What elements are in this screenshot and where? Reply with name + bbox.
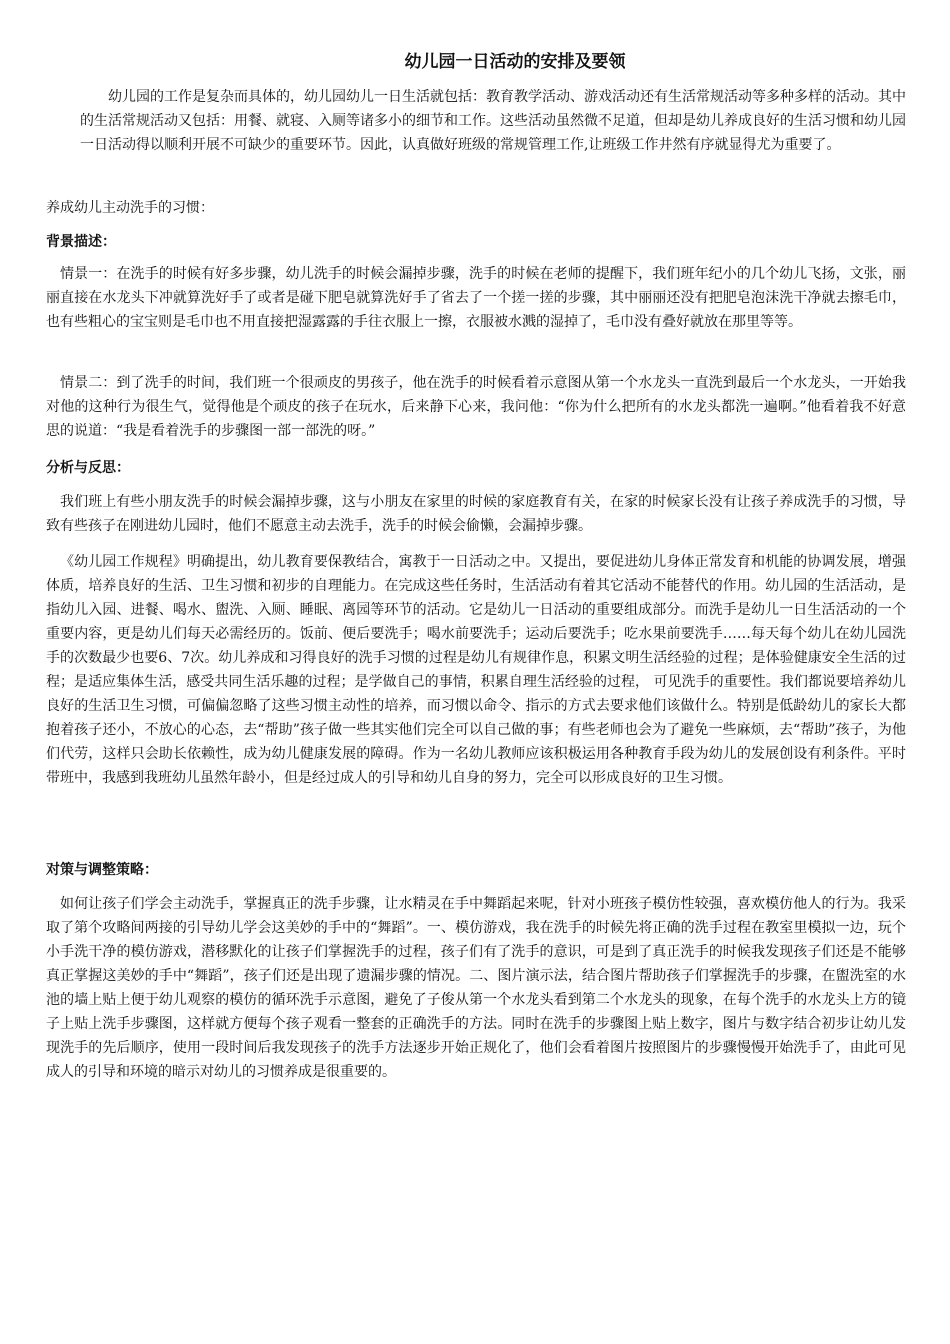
document-title: 幼儿园一日活动的安排及要领 xyxy=(404,52,626,72)
paragraph-scene-1: 情景一：在洗手的时候有好多步骤，幼儿洗手的时候会漏掉步骤，洗手的时候在老师的提醒下，我们班年纪小的几个幼儿飞扬，文张，丽丽直接在水龙头下冲就算洗好手了或者是碰下肥皂就算洗好手了省去了一个搓一搓的步骤，其中丽丽还没有把肥皂泡沫洗干净就去擦毛巾，也有些粗心的宝宝则是毛巾也不用直接把湿露露的手往衣服上一擦，衣服被水溅的湿掉了，毛巾没有叠好就放在那里等等。 xyxy=(46,266,906,330)
paragraph-scene-2: 情景二：到了洗手的时间，我们班一个很顽皮的男孩子，他在洗手的时候看着示意图从第一个水龙头一直洗到最后一个水龙头，一开始我对他的这种行为很生气，觉得他是个顽皮的孩子在玩水，后来静下心来，我问他：“你为什么把所有的水龙头都洗一遍啊。”他看着我不好意思的说道：“我是看着洗手的步骤图一部一部洗的呀。” xyxy=(46,375,906,439)
heading-strategy: 对策与调整策略： xyxy=(46,862,158,878)
intro-paragraph: 幼儿园的工作是复杂而具体的，幼儿园幼儿一日生活就包括：教育教学活动、游戏活动还有生活常规活动等多种多样的活动。其中的生活常规活动又包括：用餐、就寝、入厕等诸多小的细节和工作。这些活动虽然微不足道，但却是幼儿养成良好的生活习惯和幼儿园一日活动得以顺利开展不可缺少的重要环节。因此，认真做好班级的常规管理工作,让班级工作井然有序就显得尤为重要了。 xyxy=(80,89,906,153)
paragraph-analysis-2: 《幼儿园工作规程》明确提出，幼儿教育要保教结合，寓教于一日活动之中。又提出，要促进幼儿身体正常发育和机能的协调发展，增强体质，培养良好的生活、卫生习惯和初步的自理能力。在完成这些任务时，生活活动有着其它活动不能替代的作用。幼儿园的生活活动，是指幼儿入园、进餐、喝水、盥洗、入厕、睡眠、离园等环节的活动。它是幼儿一日活动的重要组成部分。而洗手是幼儿一日生活活动的一个重要内容，更是幼儿们每天必需经历的。饭前、便后要洗手；喝水前要洗手；运动后要洗手；吃水果前要洗手……每天每个幼儿在幼儿园洗手的次数最少也要6、7次。幼儿养成和习得良好的洗手习惯的过程是幼儿有规律作息，积累文明生活经验的过程；是体验健康安全生活的过程；是适应集体生活，感受共同生活乐趣的过程；是学做自己的事情，积累自理生活经验的过程， 可见洗手的重要性。我们都说要培养幼儿良好的生活卫生习惯，可偏偏忽略了这些习惯主动性的培养，而习惯以命令、指示的方式去要求他们该做什么。特别是低龄幼儿的家长大都抱着孩子还小，不放心的心态，去“帮助”孩子做一些其实他们完全可以自己做的事；有些老师也会为了避免一些麻烦，去“帮助”孩子，为他们代劳，这样只会助长依赖性，成为幼儿健康发展的障碍。作为一名幼儿教师应该积极运用各种教育手段为幼儿的发展创设有利条件。平时带班中，我感到我班幼儿虽然年龄小，但是经过成人的引导和幼儿自身的努力，完全可以形成良好的卫生习惯。 xyxy=(46,554,906,786)
heading-background: 背景描述： xyxy=(46,234,116,250)
heading-analysis: 分析与反思： xyxy=(46,460,130,476)
topic-line: 养成幼儿主动洗手的习惯： xyxy=(46,200,214,216)
paragraph-analysis-1: 我们班上有些小朋友洗手的时候会漏掉步骤，这与小朋友在家里的时候的家庭教育有关，在家的时候家长没有让孩子养成洗手的习惯，导致有些孩子在刚进幼儿园时，他们不愿意主动去洗手，洗手的时候会偷懒，会漏掉步骤。 xyxy=(46,494,906,534)
paragraph-strategy-1: 如何让孩子们学会主动洗手，掌握真正的洗手步骤，让水精灵在手中舞蹈起来呢，针对小班孩子模仿性较强，喜欢模仿他人的行为。我采取了第个攻略间两接的引导幼儿学会这美妙的手中的“舞蹈”。一、模仿游戏，我在洗手的时候先将正确的洗手过程在教室里模拟一边，玩个小手洗干净的模仿游戏，潜移默化的让孩子们掌握洗手的过程，孩子们有了洗手的意识，可是到了真正洗手的时候我发现孩子们还是不能够真正掌握这美妙的手中“舞蹈”，孩子们还是出现了遗漏步骤的情况。二、图片演示法，结合图片帮助孩子们掌握洗手的步骤，在盥洗室的水池的墙上贴上便于幼儿观察的模仿的循环洗手示意图，避免了子俊从第一个水龙头看到第二个水龙头的现象，在每个洗手的水龙头上方的镜子上贴上洗手步骤图，这样就方便每个孩子观看一整套的正确洗手的方法。同时在洗手的步骤图上贴上数字，图片与数字结合初步让幼儿发现洗手的先后顺序，使用一段时间后我发现孩子的洗手方法逐步开始正规化了，他们会看着图片按照图片的步骤慢慢开始洗手了，由此可见成人的引导和环境的暗示对幼儿的习惯养成是很重要的。 xyxy=(46,896,906,1080)
